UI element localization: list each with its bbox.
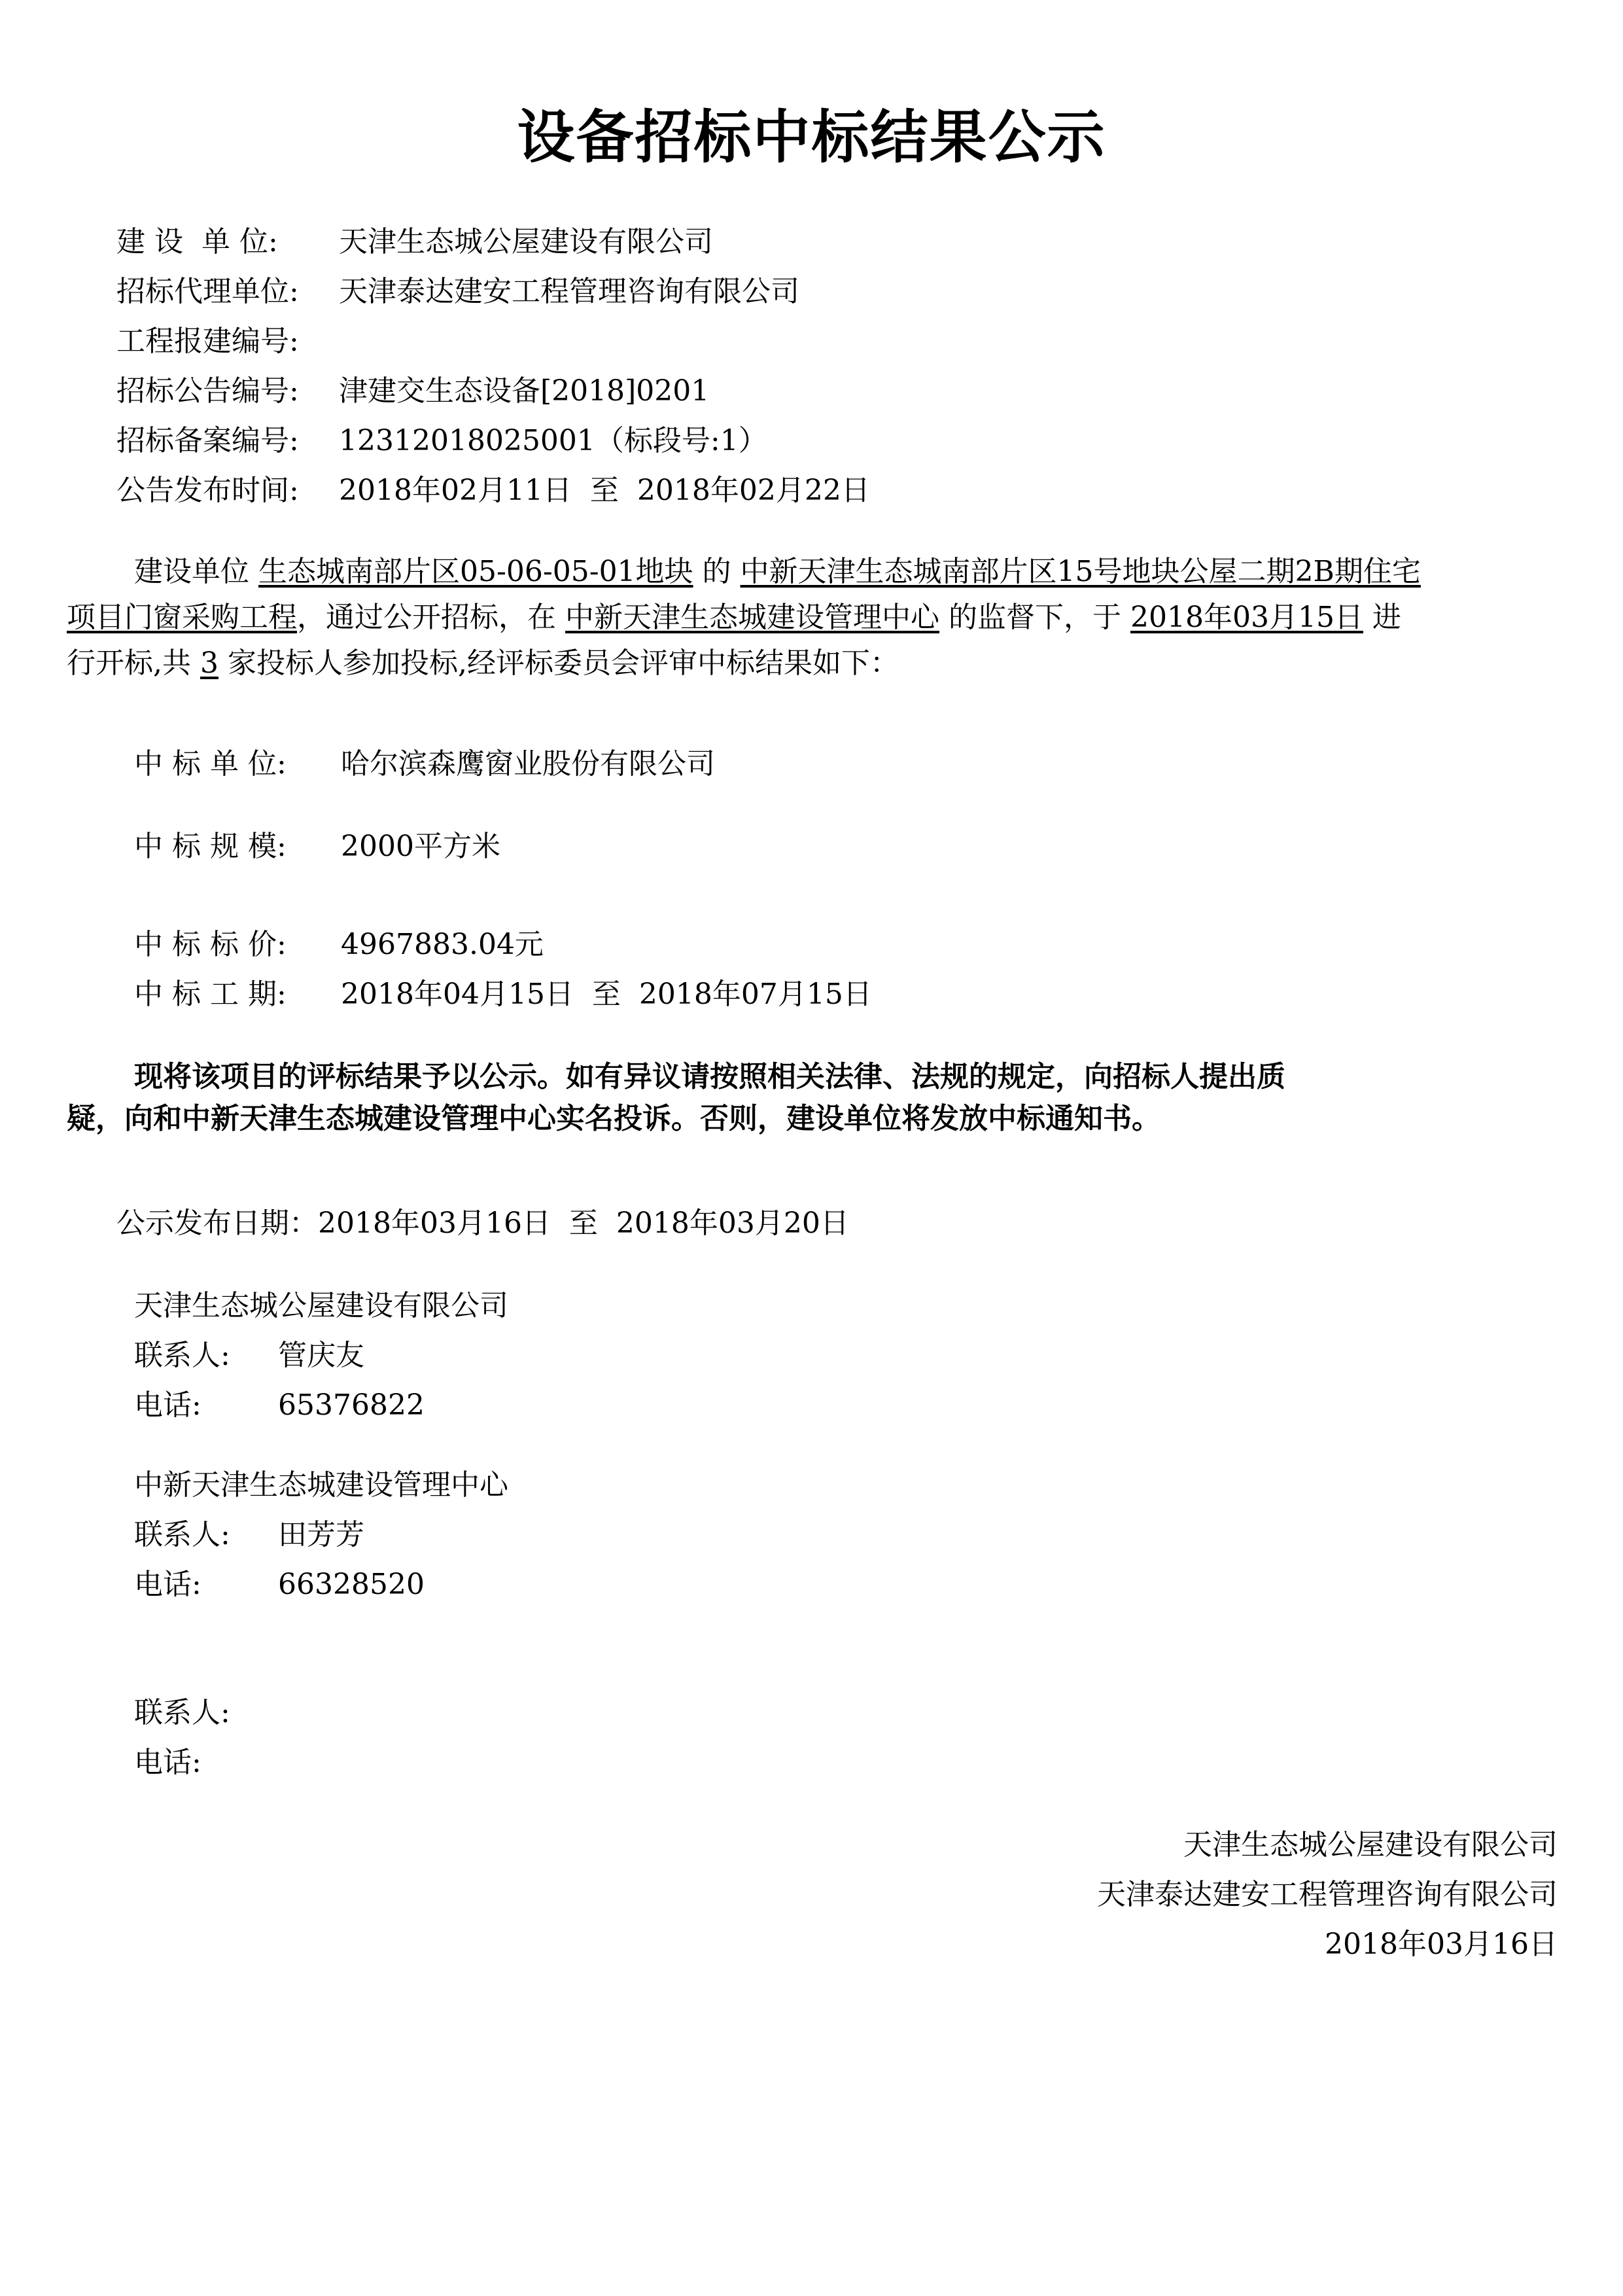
field-value: 4967883.04元	[341, 928, 544, 961]
supervisor-name: 中新天津生态城建设管理中心	[565, 601, 939, 634]
bidder-count: 3	[200, 646, 218, 680]
result-winner	[134, 745, 715, 784]
contact-label: 电话:	[134, 1746, 201, 1779]
field-label: 中 标 单 位:	[134, 747, 287, 781]
field-value: 2018年04月15日 至 2018年07月15日	[341, 978, 872, 1011]
contact-person-row	[134, 1336, 364, 1375]
field-builder	[116, 222, 713, 262]
field-label: 建 设 单 位:	[116, 225, 278, 258]
field-value: 2018年02月11日 至 2018年02月22日	[339, 474, 870, 507]
contact-label: 联系人:	[134, 1696, 230, 1729]
paragraph-line-3	[67, 644, 899, 683]
contact-phone-row	[134, 1386, 425, 1425]
field-value: 津建交生态设备[2018]0201	[339, 374, 710, 408]
field-label: 工程报建编号:	[116, 325, 299, 358]
result-price	[134, 925, 544, 964]
contact-person-row	[134, 1515, 364, 1555]
signature-org-1: 天津生态城公屋建设有限公司	[1183, 1828, 1558, 1862]
field-label: 公告发布时间:	[116, 474, 299, 507]
contact-label: 电话:	[134, 1568, 201, 1601]
paragraph-line-2	[67, 598, 1401, 637]
field-agency	[116, 272, 799, 311]
contact-person-row	[134, 1693, 278, 1733]
field-label: 招标代理单位:	[116, 275, 299, 308]
field-label: 中 标 规 模:	[134, 830, 287, 863]
paragraph-text: ，通过公开招标，在	[297, 601, 565, 634]
field-label: 招标公告编号:	[116, 374, 299, 408]
page-title: 设备招标中标结果公示	[517, 103, 1106, 171]
result-scale	[134, 827, 500, 866]
notice-line-2: 疑，向和中新天津生态城建设管理中心实名投诉。否则，建设单位将发放中标通知书。	[67, 1102, 1161, 1135]
contact-phone-row	[134, 1565, 425, 1604]
contact-label: 联系人:	[134, 1518, 230, 1551]
field-announcement-no	[116, 372, 709, 411]
field-announcement-time	[116, 471, 870, 510]
contact-org: 中新天津生态城建设管理中心	[134, 1468, 508, 1502]
result-period	[134, 975, 872, 1014]
paragraph-line-1	[134, 552, 1421, 592]
field-label: 中 标 工 期:	[134, 978, 287, 1011]
contact-org: 天津生态城公屋建设有限公司	[134, 1289, 508, 1322]
notice-line-1: 现将该项目的评标结果予以公示。如有异议请按照相关法律、法规的规定，向招标人提出质	[134, 1060, 1285, 1093]
open-date: 2018年03月15日	[1130, 601, 1363, 634]
field-value: 天津生态城公屋建设有限公司	[339, 225, 713, 258]
signature-org-2: 天津泰达建安工程管理咨询有限公司	[1097, 1878, 1558, 1911]
contact-phone-row	[134, 1743, 278, 1782]
contact-label: 电话:	[134, 1388, 201, 1422]
field-project-reg-no	[116, 322, 339, 361]
field-filing-no	[116, 421, 767, 461]
paragraph-text: 家投标人参加投标,经评标委员会评审中标结果如下：	[218, 646, 899, 680]
contact-person: 管庆友	[278, 1339, 364, 1372]
field-value: 12312018025001（标段号:1）	[339, 424, 767, 457]
project-name-cont: 项目门窗采购工程	[67, 601, 297, 634]
contact-person: 田芳芳	[278, 1518, 364, 1551]
paragraph-text: 的	[693, 555, 741, 588]
field-value: 哈尔滨森鹰窗业股份有限公司	[341, 747, 715, 781]
field-value: 2000平方米	[341, 830, 500, 863]
publish-period: 公示发布日期：2018年03月16日 至 2018年03月20日	[116, 1207, 849, 1240]
contact-phone: 66328520	[278, 1568, 425, 1601]
field-value: 天津泰达建安工程管理咨询有限公司	[339, 275, 799, 308]
paragraph-text: 建设单位	[134, 555, 258, 588]
contact-phone: 65376822	[278, 1388, 425, 1422]
paragraph-text: 的监督下，于	[939, 601, 1130, 634]
project-name: 中新天津生态城南部片区15号地块公屋二期2B期住宅	[740, 555, 1421, 588]
field-label: 中 标 标 价:	[134, 928, 287, 961]
paragraph-text: 行开标,共	[67, 646, 200, 680]
plot-name: 生态城南部片区05-06-05-01地块	[258, 555, 693, 588]
signature-date: 2018年03月16日	[1325, 1928, 1558, 1961]
field-label: 招标备案编号:	[116, 424, 299, 457]
paragraph-text: 进	[1363, 601, 1401, 634]
contact-label: 联系人:	[134, 1339, 230, 1372]
